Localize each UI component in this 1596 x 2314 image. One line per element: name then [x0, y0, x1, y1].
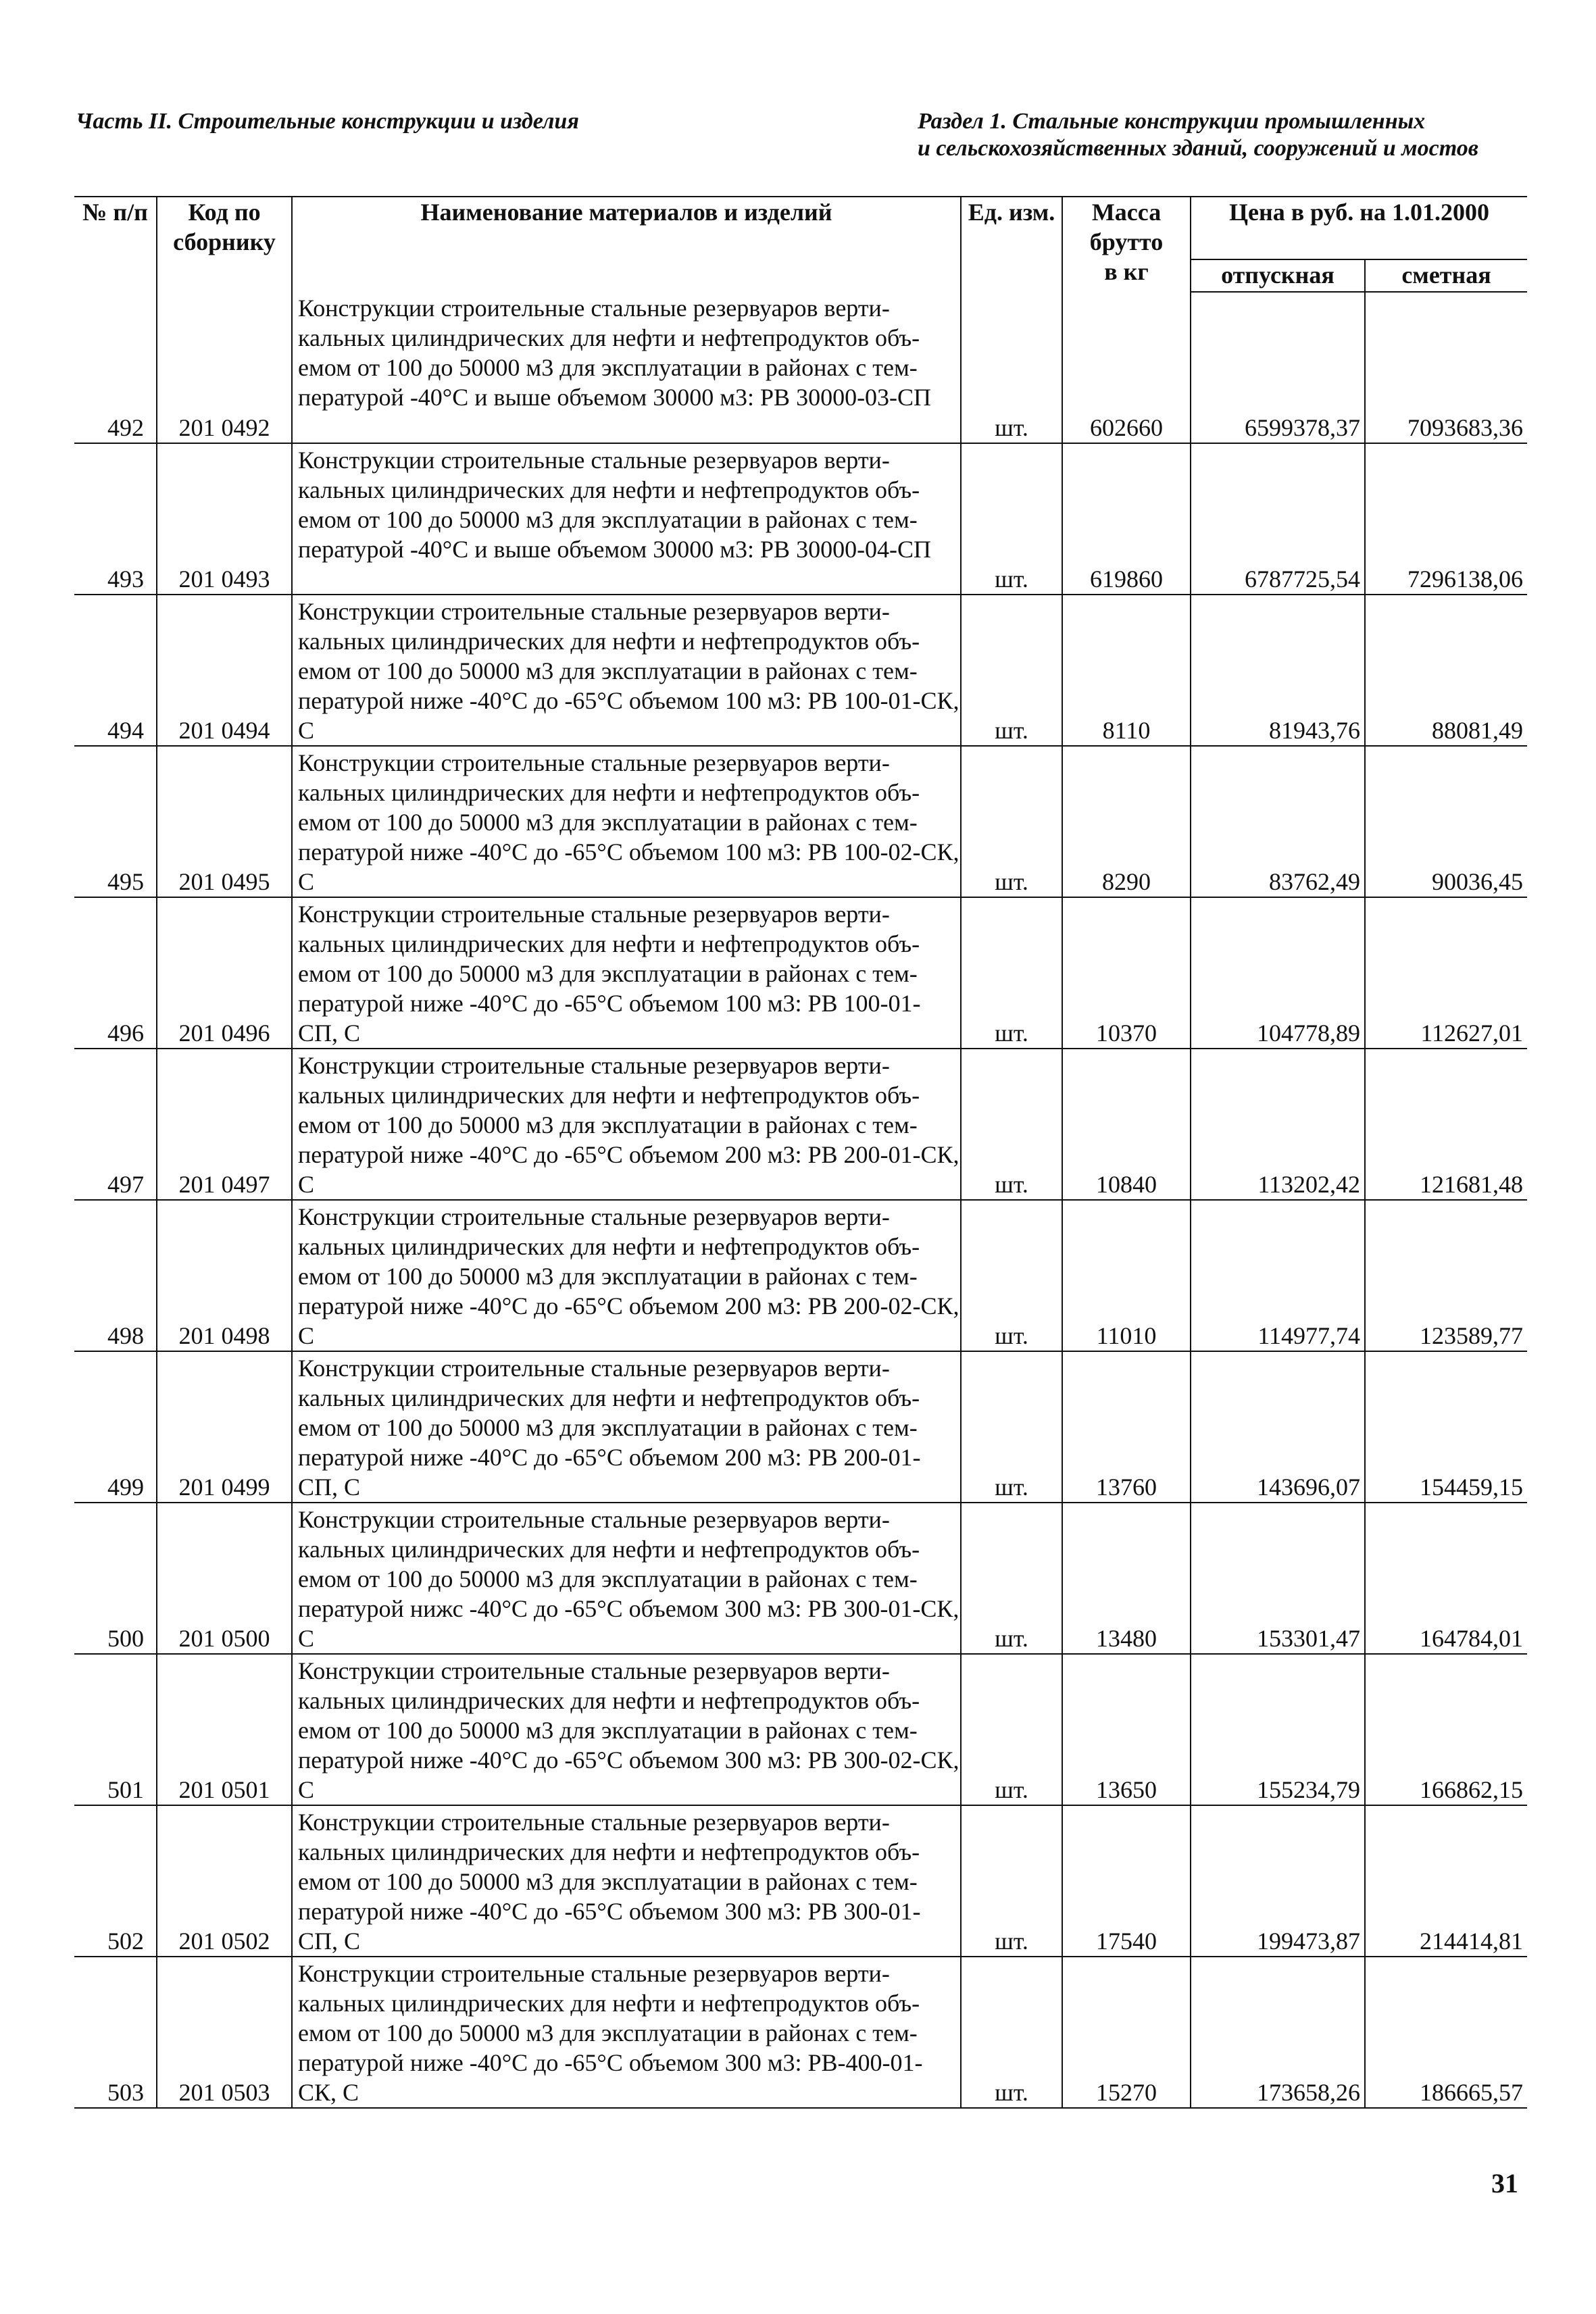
row-num: 498 — [74, 1200, 157, 1351]
row-unit: шт. — [961, 1200, 1062, 1351]
running-header-right — [918, 108, 1478, 162]
col-price-estimate-header: сметная — [1365, 259, 1527, 292]
row-price-release: 113202,42 — [1191, 1049, 1365, 1200]
row-code: 201 0501 — [157, 1654, 292, 1805]
row-price-estimate: 166862,15 — [1365, 1654, 1527, 1805]
row-name: Конструкции строительные стальные резервуаров верти-кальных цилиндрических для нефти и нефтепродуктов объ-емом от 100 до 50000 м3 для эксплуатации в районах с тем-пературой ниже -40°С до -65°С объемом 300 м3: РВ 300-02-СК, С — [292, 1654, 961, 1805]
row-mass: 13760 — [1062, 1351, 1191, 1503]
row-price-estimate: 123589,77 — [1365, 1200, 1527, 1351]
row-num: 497 — [74, 1049, 157, 1200]
row-price-estimate: 154459,15 — [1365, 1351, 1527, 1503]
table-row — [74, 1805, 1527, 1957]
row-price-release: 6599378,37 — [1191, 292, 1365, 443]
row-unit: шт. — [961, 1351, 1062, 1503]
col-name-header: Наименование материалов и изделий — [292, 197, 961, 292]
table-row — [74, 1351, 1527, 1503]
row-name: Конструкции строительные стальные резервуаров верти-кальных цилиндрических для нефти и нефтепродуктов объ-емом от 100 до 50000 м3 для эксплуатации в районах с тем-пературой ниже -40°С до -65°С объемом 200 м3: РВ 200-01-СП, С — [292, 1351, 961, 1503]
row-mass: 13650 — [1062, 1654, 1191, 1805]
row-mass: 602660 — [1062, 292, 1191, 443]
row-name: Конструкции строительные стальные резервуаров верти-кальных цилиндрических для нефти и нефтепродуктов объ-емом от 100 до 50000 м3 для эксплуатации в районах с тем-пературой ниже -40°С до -65°С объемом 200 м3: РВ 200-02-СК, С — [292, 1200, 961, 1351]
row-num: 494 — [74, 595, 157, 746]
row-mass: 8110 — [1062, 595, 1191, 746]
col-price-group-header: Цена в руб. на 1.01.2000 — [1191, 197, 1527, 259]
table-row — [74, 292, 1527, 443]
row-num: 503 — [74, 1957, 157, 2108]
row-name: Конструкции строительные стальные резервуаров верти-кальных цилиндрических для нефти и нефтепродуктов объ-емом от 100 до 50000 м3 для эксплуатации в районах с тем-пературой ниже -40°С до -65°С объемом 200 м3: РВ 200-01-СК, С — [292, 1049, 961, 1200]
row-price-estimate: 112627,01 — [1365, 897, 1527, 1049]
col-code-header: Код по сборнику — [157, 197, 292, 292]
row-name: Конструкции строительные стальные резервуаров верти-кальных цилиндрических для нефти и нефтепродуктов объ-емом от 100 до 50000 м3 для эксплуатации в районах с тем-пературой нижс -40°С до -65°С объемом 300 м3: РВ 300-01-СК, С — [292, 1503, 961, 1654]
row-code: 201 0498 — [157, 1200, 292, 1351]
running-header-right-line2: и сельскохозяйственных зданий, сооружений и мостов — [918, 136, 1478, 161]
row-num: 493 — [74, 443, 157, 595]
row-price-estimate: 90036,45 — [1365, 746, 1527, 897]
row-code: 201 0492 — [157, 292, 292, 443]
row-price-release: 114977,74 — [1191, 1200, 1365, 1351]
col-unit-header: Ед. изм. — [961, 197, 1062, 292]
row-mass: 17540 — [1062, 1805, 1191, 1957]
col-mass-line2: брутто — [1089, 228, 1164, 255]
row-name: Конструкции строительные стальные резервуаров верти-кальных цилиндрических для нефти и нефтепродуктов объ-емом от 100 до 50000 м3 для эксплуатации в районах с тем-пературой -40°С и выше объемом 30000 м3: РВ 30000-04-СП — [292, 443, 961, 595]
table-row — [74, 1503, 1527, 1654]
row-unit: шт. — [961, 1049, 1062, 1200]
row-mass: 8290 — [1062, 746, 1191, 897]
col-mass-line3: в кг — [1104, 258, 1149, 285]
row-code: 201 0494 — [157, 595, 292, 746]
row-unit: шт. — [961, 1654, 1062, 1805]
row-unit: шт. — [961, 1503, 1062, 1654]
row-unit: шт. — [961, 595, 1062, 746]
row-name: Конструкции строительные стальные резервуаров верти-кальных цилиндрических для нефти и нефтепродуктов объ-емом от 100 до 50000 м3 для эксплуатации в районах с тем-пературой ниже -40°С до -65°С объемом 100 м3: РВ 100-01-СК, С — [292, 595, 961, 746]
table-row — [74, 897, 1527, 1049]
table-row — [74, 746, 1527, 897]
row-price-release: 6787725,54 — [1191, 443, 1365, 595]
row-unit: шт. — [961, 1805, 1062, 1957]
row-name: Конструкции строительные стальные резервуаров верти-кальных цилиндрических для нефти и нефтепродуктов объ-емом от 100 до 50000 м3 для эксплуатации в районах с тем-пературой -40°С и выше объемом 30000 м3: РВ 30000-03-СП — [292, 292, 961, 443]
page-number: 31 — [1491, 2168, 1518, 2198]
col-mass-header — [1062, 197, 1191, 292]
row-num: 501 — [74, 1654, 157, 1805]
table-row — [74, 1957, 1527, 2108]
col-mass-line1: Масса — [1091, 199, 1162, 226]
row-unit: шт. — [961, 443, 1062, 595]
row-price-release: 173658,26 — [1191, 1957, 1365, 2108]
row-num: 495 — [74, 746, 157, 897]
price-table — [74, 196, 1527, 2109]
row-code: 201 0496 — [157, 897, 292, 1049]
row-price-release: 153301,47 — [1191, 1503, 1365, 1654]
row-num: 499 — [74, 1351, 157, 1503]
row-price-estimate: 164784,01 — [1365, 1503, 1527, 1654]
row-name: Конструкции строительные стальные резервуаров верти-кальных цилиндрических для нефти и нефтепродуктов объ-емом от 100 до 50000 м3 для эксплуатации в районах с тем-пературой ниже -40°С до -65°С объемом 300 м3: РВ 300-01-СП, С — [292, 1805, 961, 1957]
row-price-release: 143696,07 — [1191, 1351, 1365, 1503]
running-header-left: Часть II. Строительные конструкции и изделия — [76, 109, 579, 134]
row-price-release: 81943,76 — [1191, 595, 1365, 746]
row-code: 201 0497 — [157, 1049, 292, 1200]
row-mass: 10370 — [1062, 897, 1191, 1049]
row-num: 492 — [74, 292, 157, 443]
row-price-estimate: 88081,49 — [1365, 595, 1527, 746]
running-header-right-line1: Раздел 1. Стальные конструкции промышленных — [918, 109, 1426, 134]
row-price-estimate: 7296138,06 — [1365, 443, 1527, 595]
row-unit: шт. — [961, 1957, 1062, 2108]
col-num-header: № п/п — [74, 197, 157, 292]
row-price-release: 104778,89 — [1191, 897, 1365, 1049]
table-row — [74, 1654, 1527, 1805]
row-unit: шт. — [961, 897, 1062, 1049]
row-code: 201 0503 — [157, 1957, 292, 2108]
row-num: 500 — [74, 1503, 157, 1654]
row-name: Конструкции строительные стальные резервуаров верти-кальных цилиндрических для нефти и нефтепродуктов объ-емом от 100 до 50000 м3 для эксплуатации в районах с тем-пературой ниже -40°С до -65°С объемом 100 м3: РВ 100-01-СП, С — [292, 897, 961, 1049]
row-mass: 10840 — [1062, 1049, 1191, 1200]
row-price-estimate: 7093683,36 — [1365, 292, 1527, 443]
row-code: 201 0495 — [157, 746, 292, 897]
row-unit: шт. — [961, 746, 1062, 897]
row-price-estimate: 186665,57 — [1365, 1957, 1527, 2108]
row-name: Конструкции строительные стальные резервуаров верти-кальных цилиндрических для нефти и нефтепродуктов объ-емом от 100 до 50000 м3 для эксплуатации в районах с тем-пературой ниже -40°С до -65°С объемом 300 м3: РВ-400-01-СК, С — [292, 1957, 961, 2108]
table-body — [74, 292, 1527, 2108]
row-mass: 619860 — [1062, 443, 1191, 595]
row-price-estimate: 121681,48 — [1365, 1049, 1527, 1200]
table-row — [74, 595, 1527, 746]
row-unit: шт. — [961, 292, 1062, 443]
row-num: 496 — [74, 897, 157, 1049]
row-mass: 15270 — [1062, 1957, 1191, 2108]
table-row — [74, 443, 1527, 595]
row-num: 502 — [74, 1805, 157, 1957]
row-mass: 13480 — [1062, 1503, 1191, 1654]
row-code: 201 0499 — [157, 1351, 292, 1503]
table-row — [74, 1200, 1527, 1351]
row-price-release: 199473,87 — [1191, 1805, 1365, 1957]
table-row — [74, 1049, 1527, 1200]
row-code: 201 0500 — [157, 1503, 292, 1654]
row-code: 201 0502 — [157, 1805, 292, 1957]
row-price-release: 83762,49 — [1191, 746, 1365, 897]
col-price-release-header: отпускная — [1191, 259, 1365, 292]
row-code: 201 0493 — [157, 443, 292, 595]
row-price-release: 155234,79 — [1191, 1654, 1365, 1805]
row-name: Конструкции строительные стальные резервуаров верти-кальных цилиндрических для нефти и нефтепродуктов объ-емом от 100 до 50000 м3 для эксплуатации в районах с тем-пературой ниже -40°С до -65°С объемом 100 м3: РВ 100-02-СК, С — [292, 746, 961, 897]
row-price-estimate: 214414,81 — [1365, 1805, 1527, 1957]
row-mass: 11010 — [1062, 1200, 1191, 1351]
